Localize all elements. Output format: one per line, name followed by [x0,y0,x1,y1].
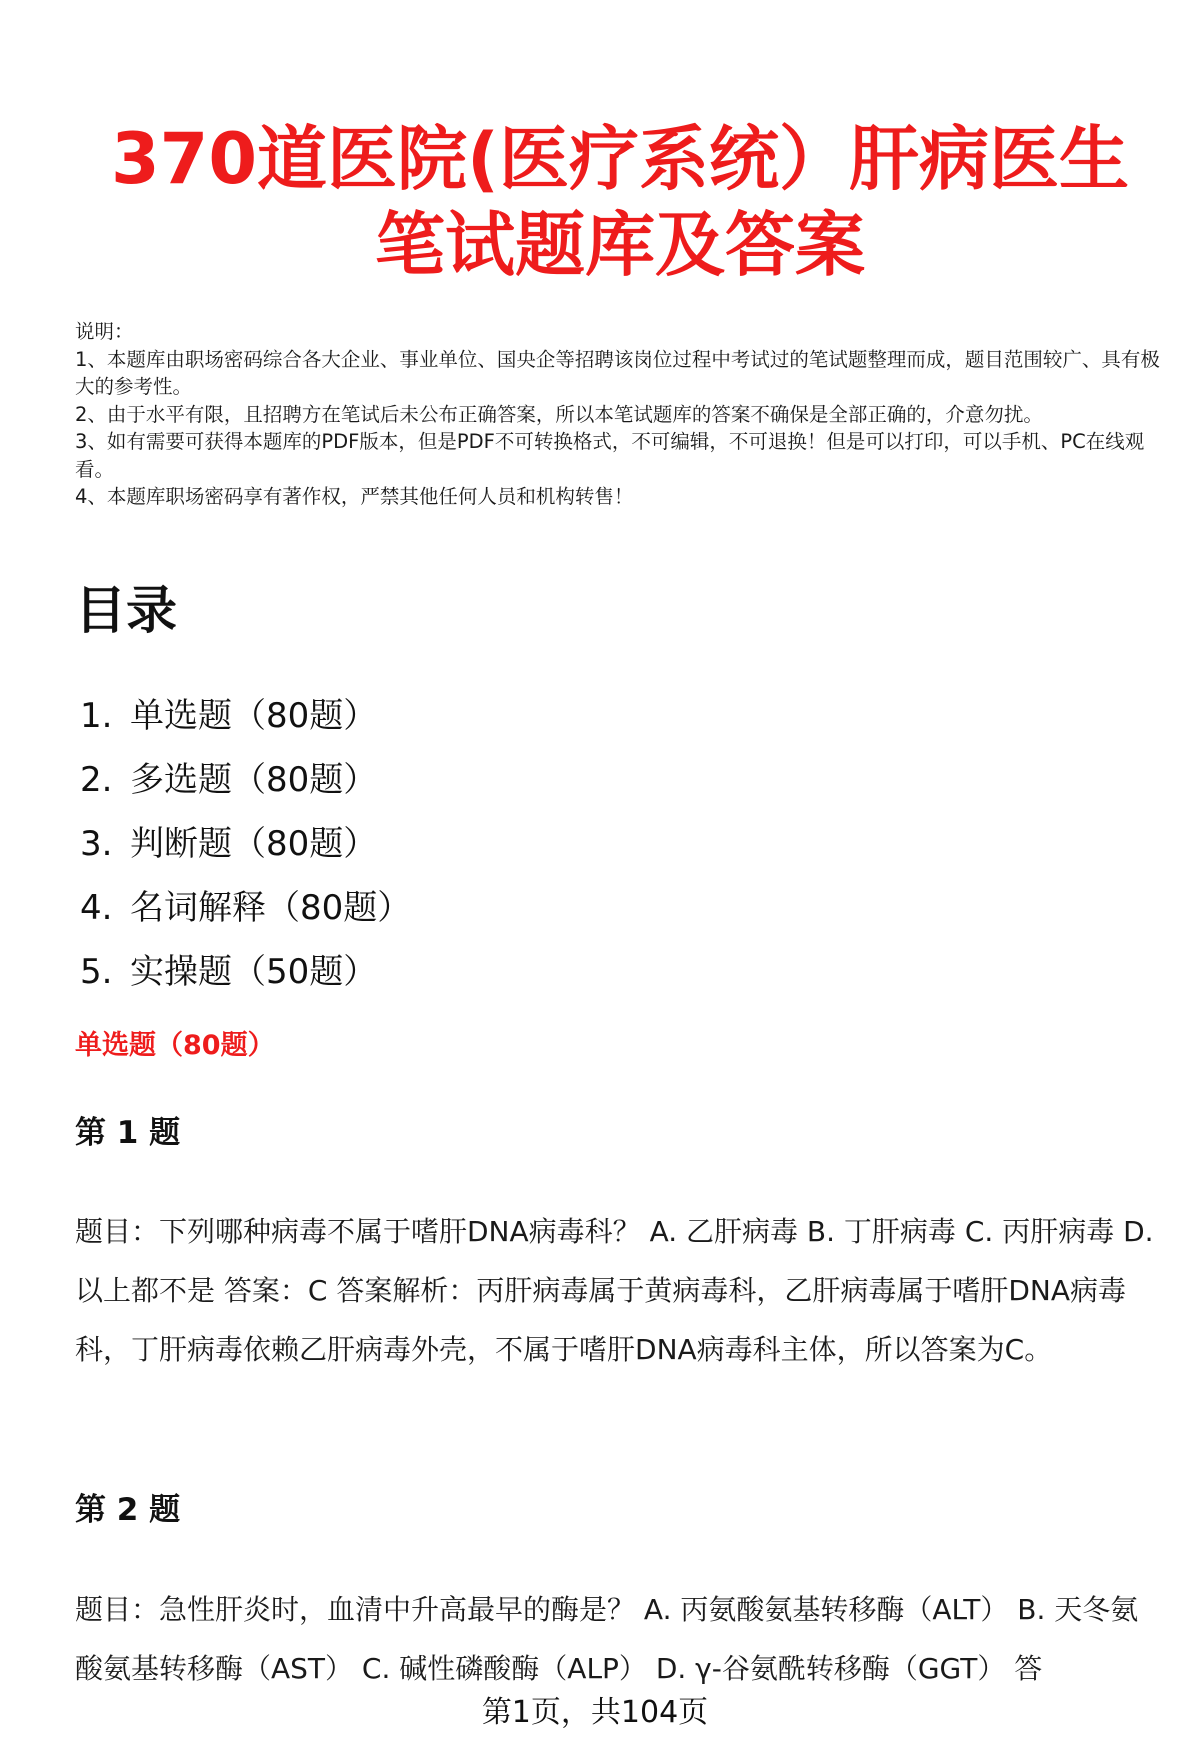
toc-item[interactable] [80,940,411,1004]
toc-item[interactable] [80,812,411,876]
question-heading: 第 2 题 [75,1492,181,1528]
question-text: 题目：下列哪种病毒不属于嗜肝DNA病毒科？ A. 乙肝病毒 B. 丁肝病毒 C. 丙肝病毒 D. 以上都不是 答案：C 答案解析：丙肝病毒属于黄病毒科，乙肝病毒属于嗜肝DNA病毒科，丁肝病毒依赖乙肝病毒外壳，不属于嗜肝DNA病毒科主体，所以答案为C。 [75,1215,1154,1366]
toc-item-number: 4. [80,888,113,928]
toc-item-label: 单选题（80题） [130,696,378,736]
toc-item-label: 判断题（80题） [130,824,378,864]
toc-item-label: 多选题（80题） [130,760,378,800]
toc-item[interactable] [80,748,411,812]
toc-item-label: 名词解释（80题） [130,888,412,928]
toc-heading: 目录 [75,582,178,641]
note-item: 3、如有需要可获得本题库的PDF版本，但是PDF不可转换格式，不可编辑，不可退换！但是可以打印，可以手机、PC在线观看。 [75,430,1145,481]
question-text: 题目：急性肝炎时，血清中升高最早的酶是？ A. 丙氨酸氨基转移酶（ALT） B. 天冬氨酸氨基转移酶（AST） C. 碱性磷酸酶（ALP） D. γ-谷氨酰转移酶（GGT） 答 [75,1593,1139,1685]
toc-item-number: 5. [80,952,113,992]
notes-label: 说明： [75,320,134,343]
document-title: 370道医院(医疗系统）肝病医生笔试题库及答案 [110,118,1130,286]
note-item: 2、由于水平有限，且招聘方在笔试后未公布正确答案，所以本笔试题库的答案不确保是全部正确的，介意勿扰。 [75,402,1043,426]
section-title: 单选题（80题） [75,1030,275,1061]
question-heading: 第 1 题 [75,1115,181,1151]
note-item: 1、本题库由职场密码综合各大企业、事业单位、国央企等招聘该岗位过程中考试过的笔试题整理而成，题目范围较广、具有极大的参考性。 [75,347,1160,398]
toc-item-number: 3. [80,824,113,864]
toc-item-label: 实操题（50题） [130,952,378,992]
notes-block [75,318,1160,511]
toc-item[interactable] [80,684,411,748]
page-footer: 第1页，共104页 [481,1695,709,1730]
toc-item-number: 2. [80,760,113,800]
toc-item[interactable] [80,876,411,940]
note-item: 4、本题库职场密码享有著作权，严禁其他任何人员和机构转售！ [75,485,634,508]
table-of-contents [80,684,411,1004]
toc-item-number: 1. [80,696,113,736]
